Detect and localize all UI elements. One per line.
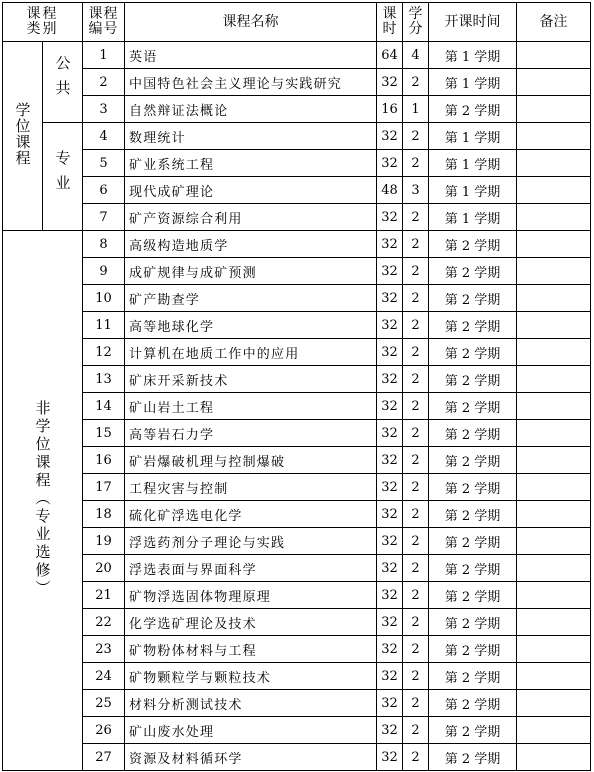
course-name: 中国特色社会主义理论与实践研究 <box>125 69 377 96</box>
course-note <box>517 420 591 447</box>
course-code: 7 <box>83 204 125 231</box>
category-non-degree-text: 非学位课程（专业选修） <box>33 399 52 598</box>
header-credits <box>403 3 429 42</box>
course-name: 矿山岩土工程 <box>125 393 377 420</box>
course-hours: 32 <box>377 636 403 663</box>
course-code: 17 <box>83 474 125 501</box>
course-credits: 2 <box>403 501 429 528</box>
course-code: 13 <box>83 366 125 393</box>
course-note <box>517 474 591 501</box>
course-note <box>517 123 591 150</box>
course-note <box>517 69 591 96</box>
table-row <box>3 258 591 285</box>
course-name: 资源及材料循环学 <box>125 744 377 771</box>
course-note <box>517 582 591 609</box>
table-row <box>3 663 591 690</box>
course-credits: 2 <box>403 663 429 690</box>
course-hours: 32 <box>377 204 403 231</box>
course-semester: 第 1 学期 <box>429 69 517 96</box>
table-body <box>3 42 591 771</box>
course-name: 矿山废水处理 <box>125 717 377 744</box>
course-hours: 32 <box>377 663 403 690</box>
course-credits: 2 <box>403 609 429 636</box>
course-code: 25 <box>83 690 125 717</box>
course-name: 浮选表面与界面科学 <box>125 555 377 582</box>
course-name: 高等地球化学 <box>125 312 377 339</box>
course-note <box>517 744 591 771</box>
course-hours: 32 <box>377 366 403 393</box>
course-note <box>517 96 591 123</box>
course-semester: 第 2 学期 <box>429 285 517 312</box>
course-name: 工程灾害与控制 <box>125 474 377 501</box>
header-row <box>3 3 591 42</box>
subcategory-major-text: 专业 <box>53 149 72 200</box>
course-hours: 16 <box>377 96 403 123</box>
course-name: 矿床开采新技术 <box>125 366 377 393</box>
table-row <box>3 744 591 771</box>
course-hours: 32 <box>377 690 403 717</box>
course-name: 矿产资源综合利用 <box>125 204 377 231</box>
course-hours: 32 <box>377 231 403 258</box>
course-credits: 2 <box>403 204 429 231</box>
course-hours: 32 <box>377 528 403 555</box>
course-hours: 64 <box>377 42 403 69</box>
course-semester: 第 2 学期 <box>429 528 517 555</box>
course-code: 16 <box>83 447 125 474</box>
course-code: 8 <box>83 231 125 258</box>
header-hours <box>377 3 403 42</box>
header-note-text: 备注 <box>539 13 568 30</box>
course-credits: 2 <box>403 231 429 258</box>
header-category <box>3 3 83 42</box>
course-hours: 32 <box>377 744 403 771</box>
table-row <box>3 231 591 258</box>
course-hours: 32 <box>377 339 403 366</box>
course-note <box>517 690 591 717</box>
table-row <box>3 690 591 717</box>
header-credits-text: 学分 <box>408 6 423 37</box>
course-hours: 32 <box>377 609 403 636</box>
course-hours: 32 <box>377 312 403 339</box>
course-credits: 1 <box>403 96 429 123</box>
table-row <box>3 312 591 339</box>
course-code: 26 <box>83 717 125 744</box>
table-row <box>3 96 591 123</box>
course-credits: 2 <box>403 474 429 501</box>
course-semester: 第 2 学期 <box>429 393 517 420</box>
course-name: 矿物颗粒学与颗粒技术 <box>125 663 377 690</box>
header-name <box>125 3 377 42</box>
table-row <box>3 447 591 474</box>
course-code: 10 <box>83 285 125 312</box>
course-name: 计算机在地质工作中的应用 <box>125 339 377 366</box>
course-credits: 2 <box>403 447 429 474</box>
category-non-degree <box>3 231 83 771</box>
course-semester: 第 2 学期 <box>429 636 517 663</box>
course-code: 18 <box>83 501 125 528</box>
course-credits: 2 <box>403 744 429 771</box>
course-note <box>517 42 591 69</box>
table-row <box>3 582 591 609</box>
course-credits: 3 <box>403 177 429 204</box>
course-semester: 第 1 学期 <box>429 123 517 150</box>
subcategory-public <box>43 42 83 123</box>
header-semester-text: 开课时间 <box>444 13 501 30</box>
course-code: 11 <box>83 312 125 339</box>
course-hours: 32 <box>377 555 403 582</box>
course-note <box>517 204 591 231</box>
course-name: 硫化矿浮选电化学 <box>125 501 377 528</box>
course-name: 自然辩证法概论 <box>125 96 377 123</box>
course-code: 27 <box>83 744 125 771</box>
course-code: 14 <box>83 393 125 420</box>
course-code: 21 <box>83 582 125 609</box>
course-semester: 第 2 学期 <box>429 474 517 501</box>
table-row <box>3 204 591 231</box>
course-credits: 2 <box>403 312 429 339</box>
course-name: 英语 <box>125 42 377 69</box>
course-semester: 第 2 学期 <box>429 690 517 717</box>
course-name: 浮选药剂分子理论与实践 <box>125 528 377 555</box>
course-credits: 2 <box>403 582 429 609</box>
course-code: 5 <box>83 150 125 177</box>
course-code: 15 <box>83 420 125 447</box>
course-hours: 32 <box>377 258 403 285</box>
course-hours: 32 <box>377 582 403 609</box>
table-row <box>3 150 591 177</box>
course-code: 2 <box>83 69 125 96</box>
course-semester: 第 2 学期 <box>429 312 517 339</box>
table-row <box>3 339 591 366</box>
course-semester: 第 2 学期 <box>429 744 517 771</box>
course-credits: 2 <box>403 717 429 744</box>
course-semester: 第 2 学期 <box>429 609 517 636</box>
course-semester: 第 2 学期 <box>429 420 517 447</box>
course-credits: 2 <box>403 285 429 312</box>
course-code: 6 <box>83 177 125 204</box>
course-credits: 2 <box>403 150 429 177</box>
course-code: 24 <box>83 663 125 690</box>
course-hours: 32 <box>377 150 403 177</box>
course-code: 3 <box>83 96 125 123</box>
subcategory-public-text: 公共 <box>53 55 72 105</box>
header-code-text: 课程编号 <box>88 6 119 37</box>
course-name: 高等岩石力学 <box>125 420 377 447</box>
course-note <box>517 150 591 177</box>
course-note <box>517 177 591 204</box>
table-row <box>3 177 591 204</box>
course-semester: 第 1 学期 <box>429 42 517 69</box>
course-name: 矿物浮选固体物理原理 <box>125 582 377 609</box>
subcategory-major <box>43 123 83 231</box>
course-semester: 第 2 学期 <box>429 231 517 258</box>
table-row <box>3 420 591 447</box>
course-note <box>517 555 591 582</box>
course-semester: 第 2 学期 <box>429 717 517 744</box>
course-name: 数理统计 <box>125 123 377 150</box>
course-note <box>517 528 591 555</box>
table-header <box>3 3 591 42</box>
header-hours-text: 课时 <box>382 6 397 37</box>
course-credits: 4 <box>403 42 429 69</box>
header-category-text: 课程类别 <box>26 6 59 37</box>
course-semester: 第 2 学期 <box>429 555 517 582</box>
course-semester: 第 1 学期 <box>429 204 517 231</box>
course-semester: 第 2 学期 <box>429 663 517 690</box>
course-credits: 2 <box>403 636 429 663</box>
category-degree <box>3 42 43 231</box>
course-semester: 第 2 学期 <box>429 501 517 528</box>
course-credits: 2 <box>403 123 429 150</box>
course-credits: 2 <box>403 258 429 285</box>
course-hours: 32 <box>377 447 403 474</box>
table-row <box>3 69 591 96</box>
course-note <box>517 285 591 312</box>
course-hours: 32 <box>377 420 403 447</box>
course-name: 矿业系统工程 <box>125 150 377 177</box>
course-name: 矿物粉体材料与工程 <box>125 636 377 663</box>
course-semester: 第 1 学期 <box>429 150 517 177</box>
course-note <box>517 339 591 366</box>
course-code: 19 <box>83 528 125 555</box>
course-code: 4 <box>83 123 125 150</box>
course-code: 22 <box>83 609 125 636</box>
course-note <box>517 609 591 636</box>
course-name: 成矿规律与成矿预测 <box>125 258 377 285</box>
course-note <box>517 312 591 339</box>
course-code: 23 <box>83 636 125 663</box>
course-semester: 第 1 学期 <box>429 177 517 204</box>
table-row <box>3 555 591 582</box>
course-name: 化学选矿理论及技术 <box>125 609 377 636</box>
course-note <box>517 447 591 474</box>
course-note <box>517 258 591 285</box>
course-credits: 2 <box>403 420 429 447</box>
course-credits: 2 <box>403 339 429 366</box>
course-note <box>517 501 591 528</box>
course-code: 12 <box>83 339 125 366</box>
course-name: 矿岩爆破机理与控制爆破 <box>125 447 377 474</box>
table-row <box>3 393 591 420</box>
course-semester: 第 2 学期 <box>429 258 517 285</box>
course-credits: 2 <box>403 366 429 393</box>
course-note <box>517 393 591 420</box>
course-name: 高级构造地质学 <box>125 231 377 258</box>
course-note <box>517 663 591 690</box>
course-credits: 2 <box>403 393 429 420</box>
course-hours: 32 <box>377 123 403 150</box>
course-table <box>2 2 591 771</box>
course-credits: 2 <box>403 690 429 717</box>
table-row <box>3 366 591 393</box>
course-note <box>517 717 591 744</box>
course-hours: 32 <box>377 285 403 312</box>
table-row <box>3 123 591 150</box>
table-row <box>3 636 591 663</box>
course-semester: 第 2 学期 <box>429 339 517 366</box>
header-name-text: 课程名称 <box>222 13 279 30</box>
header-code <box>83 3 125 42</box>
course-semester: 第 2 学期 <box>429 447 517 474</box>
course-name: 现代成矿理论 <box>125 177 377 204</box>
course-note <box>517 366 591 393</box>
course-credits: 2 <box>403 528 429 555</box>
category-degree-text: 学位课程 <box>13 102 32 166</box>
course-code: 9 <box>83 258 125 285</box>
course-code: 1 <box>83 42 125 69</box>
course-credits: 2 <box>403 69 429 96</box>
course-hours: 32 <box>377 69 403 96</box>
course-hours: 32 <box>377 717 403 744</box>
course-hours: 32 <box>377 501 403 528</box>
table-row <box>3 609 591 636</box>
course-note <box>517 231 591 258</box>
header-note <box>517 3 591 42</box>
course-credits: 2 <box>403 555 429 582</box>
table-row <box>3 285 591 312</box>
table-row <box>3 474 591 501</box>
table-row <box>3 717 591 744</box>
course-hours: 32 <box>377 474 403 501</box>
header-semester <box>429 3 517 42</box>
course-note <box>517 636 591 663</box>
course-hours: 48 <box>377 177 403 204</box>
course-semester: 第 2 学期 <box>429 582 517 609</box>
course-semester: 第 2 学期 <box>429 366 517 393</box>
table-row <box>3 42 591 69</box>
course-semester: 第 2 学期 <box>429 96 517 123</box>
table-row <box>3 528 591 555</box>
course-name: 材料分析测试技术 <box>125 690 377 717</box>
course-table-container <box>2 2 591 771</box>
table-row <box>3 501 591 528</box>
course-name: 矿产勘查学 <box>125 285 377 312</box>
course-hours: 32 <box>377 393 403 420</box>
course-code: 20 <box>83 555 125 582</box>
